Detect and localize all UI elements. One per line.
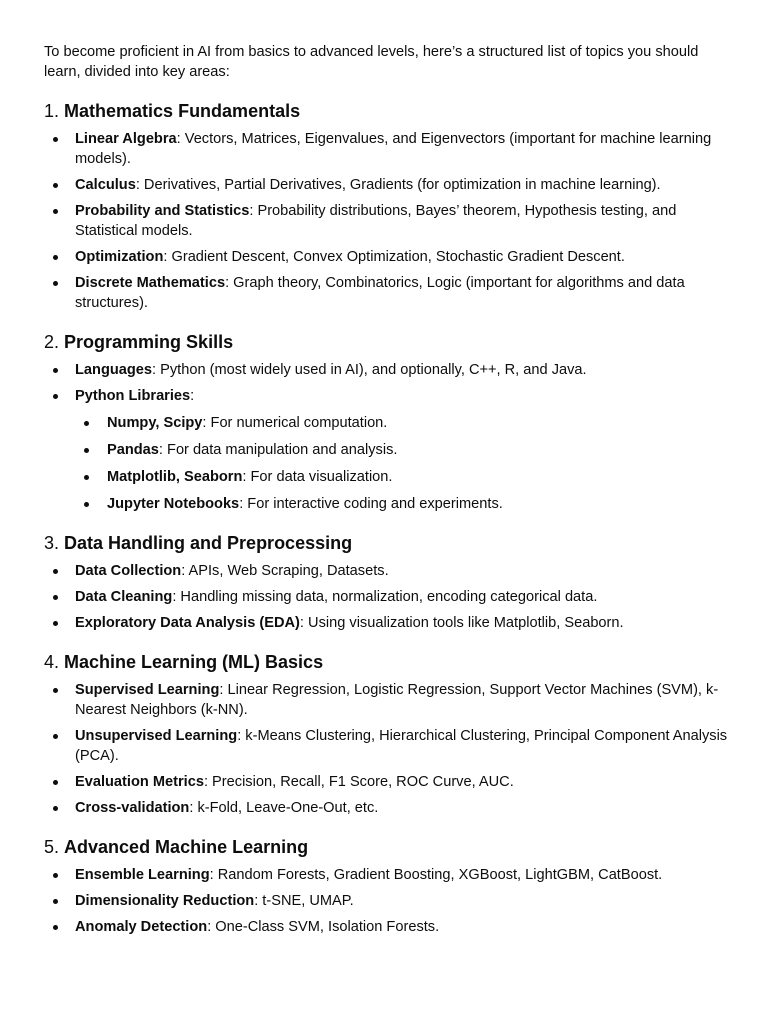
list-item	[44, 613, 728, 633]
section-number: 2.	[44, 332, 60, 352]
list-item	[44, 726, 728, 766]
section-list-data-handling	[44, 561, 728, 633]
section-number: 3.	[44, 533, 60, 553]
item-term: Python Libraries	[75, 388, 191, 404]
item-term: Anomaly Detection	[75, 919, 208, 935]
intro-paragraph: To become proficient in AI from basics to advanced levels, here’s a structured list of topics you should learn, divided into key areas:	[44, 44, 699, 80]
list-item	[44, 917, 728, 937]
item-description: : For data visualization.	[242, 469, 393, 485]
item-description: : Probability distributions, Bayes’ theorem, Hypothesis testing, and Statistical models.	[75, 203, 677, 239]
item-term: Ensemble Learning	[75, 867, 210, 883]
item-term: Unsupervised Learning	[75, 728, 238, 744]
item-description: : Python (most widely used in AI), and optionally, C++, R, and Java.	[152, 362, 587, 378]
section-number: 5.	[44, 837, 60, 857]
sub-list-item	[75, 467, 728, 487]
item-term: Pandas	[107, 442, 159, 458]
section-title: Programming Skills	[64, 332, 234, 352]
item-description: : k-Fold, Leave-One-Out, etc.	[189, 800, 379, 816]
item-description: : For interactive coding and experiments.	[239, 496, 503, 512]
item-term: Linear Algebra	[75, 131, 177, 147]
list-item	[44, 798, 728, 818]
section-number: 1.	[44, 101, 60, 121]
list-item	[44, 247, 728, 267]
list-item	[44, 587, 728, 607]
list-item	[44, 680, 728, 720]
python-libraries-sublist	[75, 413, 728, 514]
list-item	[44, 865, 728, 885]
section-heading-data-handling	[44, 531, 728, 555]
item-term: Optimization	[75, 249, 164, 265]
section-heading-ml-basics	[44, 650, 728, 674]
item-description: : Derivatives, Partial Derivatives, Gradients (for optimization in machine learning).	[135, 177, 661, 193]
section-list-advanced-ml	[44, 865, 728, 937]
section-list-ml-basics	[44, 680, 728, 818]
item-term: Languages	[75, 362, 153, 378]
section-heading-advanced-ml	[44, 835, 728, 859]
item-description: : Linear Regression, Logistic Regression, Support Vector Machines (SVM), k-Nearest Neighbors (k-NN).	[75, 682, 719, 718]
item-term: Jupyter Notebooks	[107, 496, 240, 512]
item-term: Exploratory Data Analysis (EDA)	[75, 615, 300, 631]
section-title: Advanced Machine Learning	[64, 837, 309, 857]
item-description: : One-Class SVM, Isolation Forests.	[207, 919, 440, 935]
item-description: : For data manipulation and analysis.	[158, 442, 398, 458]
list-item	[44, 129, 728, 169]
section-list-mathematics	[44, 129, 728, 313]
list-item	[44, 386, 728, 514]
item-term: Data Collection	[75, 563, 182, 579]
section-heading-mathematics	[44, 99, 728, 123]
section-title: Machine Learning (ML) Basics	[64, 652, 324, 672]
section-title: Mathematics Fundamentals	[64, 101, 301, 121]
item-description: : Random Forests, Gradient Boosting, XGBoost, LightGBM, CatBoost.	[209, 867, 663, 883]
list-item	[44, 891, 728, 911]
sub-list-item	[75, 413, 728, 433]
list-item	[44, 201, 728, 241]
item-term: Discrete Mathematics	[75, 275, 226, 291]
sub-list-item	[75, 440, 728, 460]
list-item	[44, 772, 728, 792]
item-description: : Vectors, Matrices, Eigenvalues, and Eigenvectors (important for machine learning models).	[75, 131, 712, 167]
item-description: : Using visualization tools like Matplotlib, Seaborn.	[299, 615, 624, 631]
item-term: Evaluation Metrics	[75, 774, 204, 790]
item-term: Dimensionality Reduction	[75, 893, 255, 909]
item-description: : k-Means Clustering, Hierarchical Clustering, Principal Component Analysis (PCA).	[75, 728, 728, 764]
item-term: Supervised Learning	[75, 682, 220, 698]
section-list-programming	[44, 360, 728, 514]
item-description: : Graph theory, Combinatorics, Logic (important for algorithms and data structures).	[75, 275, 685, 311]
item-description: :	[190, 388, 195, 404]
section-heading-programming	[44, 330, 728, 354]
item-term: Cross-validation	[75, 800, 190, 816]
item-description: : Precision, Recall, F1 Score, ROC Curve, AUC.	[203, 774, 514, 790]
item-term: Data Cleaning	[75, 589, 173, 605]
item-description: : t-SNE, UMAP.	[254, 893, 354, 909]
list-item	[44, 175, 728, 195]
item-description: : Handling missing data, normalization, encoding categorical data.	[172, 589, 598, 605]
item-description: : APIs, Web Scraping, Datasets.	[181, 563, 389, 579]
item-description: : Gradient Descent, Convex Optimization, Stochastic Gradient Descent.	[163, 249, 625, 265]
item-term: Probability and Statistics	[75, 203, 250, 219]
item-description: : For numerical computation.	[202, 415, 388, 431]
list-item	[44, 273, 728, 313]
section-number: 4.	[44, 652, 60, 672]
list-item	[44, 360, 728, 380]
item-term: Calculus	[75, 177, 136, 193]
sub-list-item	[75, 494, 728, 514]
section-title: Data Handling and Preprocessing	[64, 533, 353, 553]
list-item	[44, 561, 728, 581]
item-term: Numpy, Scipy	[107, 415, 203, 431]
item-term: Matplotlib, Seaborn	[107, 469, 243, 485]
